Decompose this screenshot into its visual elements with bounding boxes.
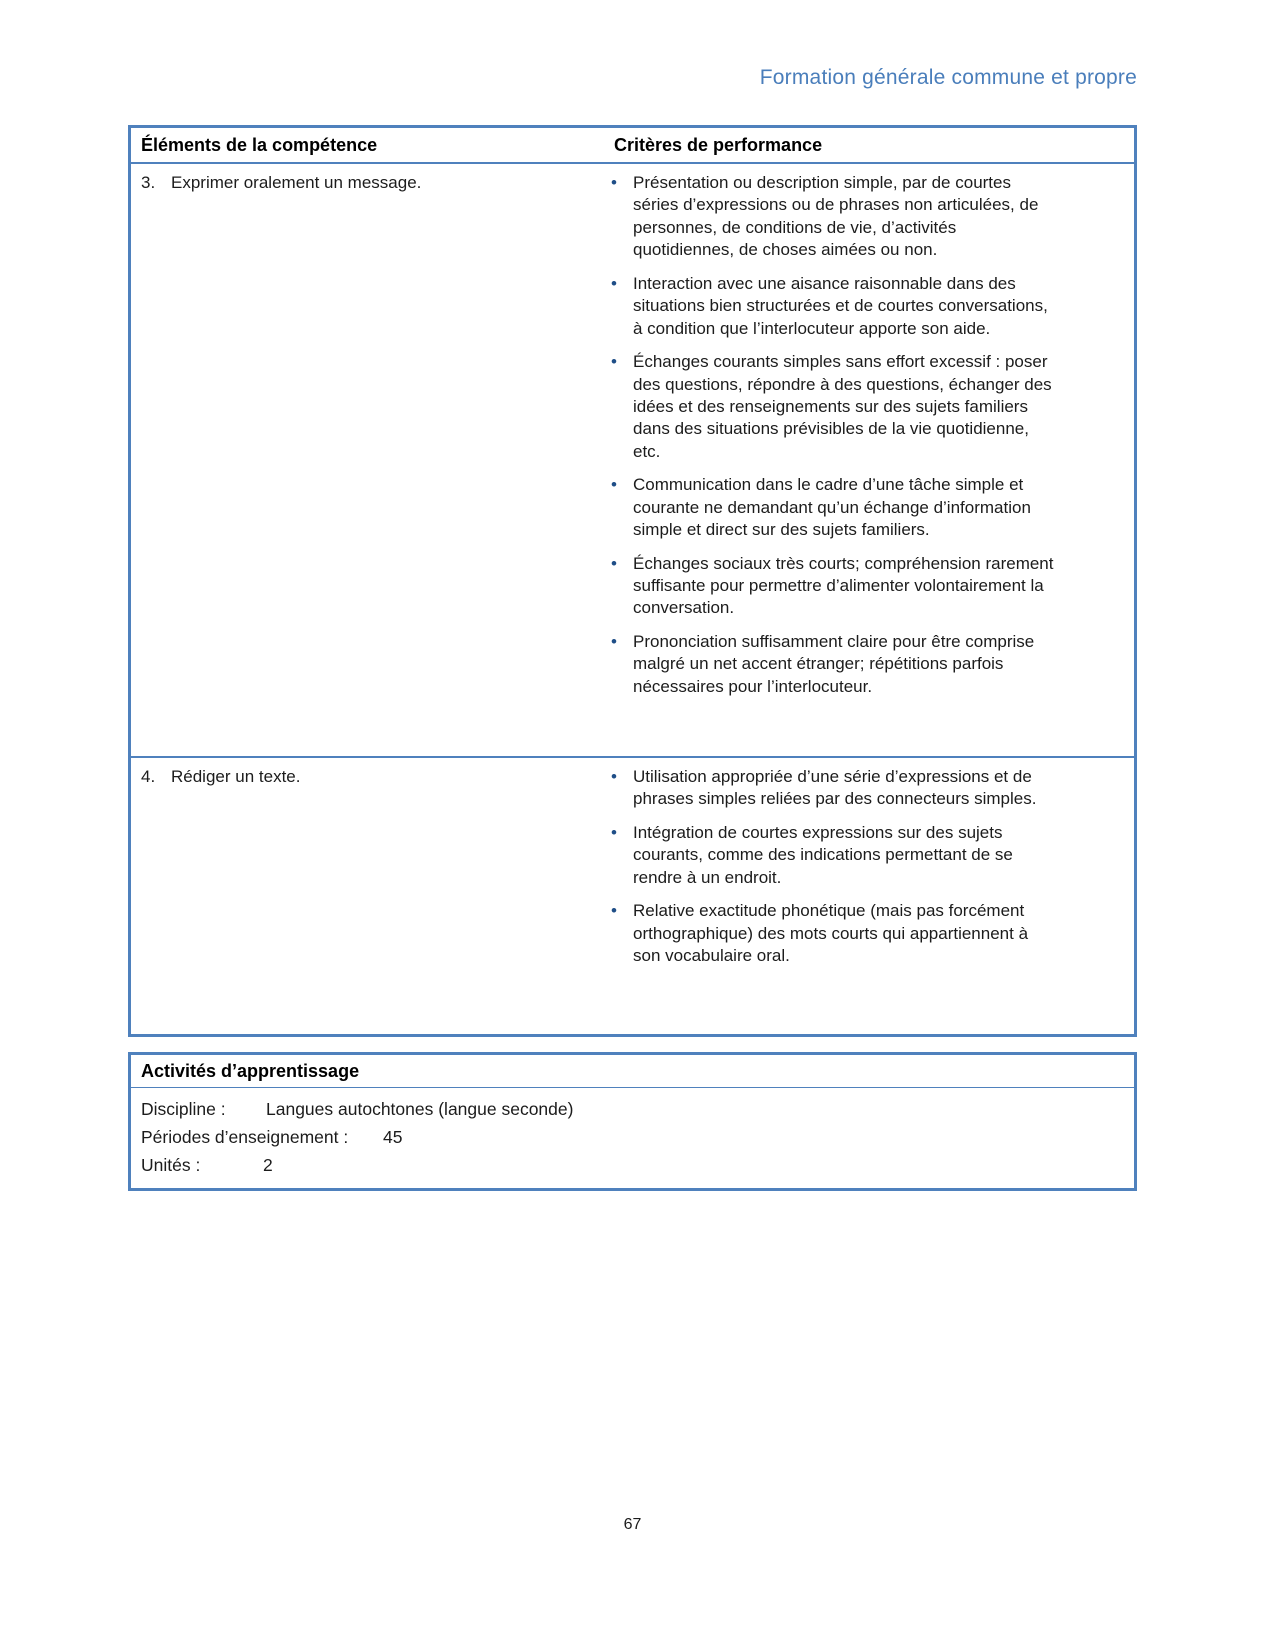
table-row-exprimer-oralement <box>131 164 1134 758</box>
criterion-item <box>604 553 1134 620</box>
criterion-item <box>604 474 1134 541</box>
activity-row-discipline <box>141 1095 1124 1123</box>
activity-row-periodes <box>141 1123 1124 1151</box>
criterion-text: Intégration de courtes expressions sur des sujets courants, comme des indications permettant de se rendre à un endroit. <box>633 822 1013 887</box>
activity-value: Langues autochtones (langue seconde) <box>266 1099 574 1119</box>
element-text: Rédiger un texte. <box>171 767 301 786</box>
criterion-text: Présentation ou description simple, par de courtes séries d’expressions ou de phrases non articulées, de personnes, de conditions de vie, d’activités quotidiennes, de choses aimées ou non. <box>633 173 1039 260</box>
criterion-item <box>604 273 1134 340</box>
criterion-item <box>604 822 1134 889</box>
element-cell <box>131 766 604 1030</box>
activity-row-unites <box>141 1151 1124 1179</box>
criteria-cell <box>604 766 1134 1030</box>
competence-table <box>128 125 1137 1037</box>
criterion-text: Relative exactitude phonétique (mais pas forcément orthographique) des mots courts qui appartiennent à son vocabulaire oral. <box>633 901 1029 966</box>
criterion-text: Échanges sociaux très courts; compréhension rarement suffisante pour permettre d’alimenter volontairement la conversation. <box>633 553 1054 618</box>
bullet-icon: • <box>611 553 617 573</box>
activity-label: Périodes d’enseignement : <box>141 1127 349 1147</box>
column-header-criteres: Critères de performance <box>614 135 823 155</box>
criterion-item <box>604 631 1134 698</box>
activity-value: 2 <box>263 1155 273 1175</box>
bullet-icon: • <box>611 767 617 786</box>
bullet-icon: • <box>611 631 617 651</box>
activities-title: Activités d’apprentissage <box>131 1055 1134 1088</box>
criterion-text: Communication dans le cadre d’une tâche simple et courante ne demandant qu’un échange d’information simple et direct sur des sujets familiers. <box>633 475 1031 540</box>
criterion-text: Interaction avec une aisance raisonnable dans des situations bien structurées et de courtes conversations, à condition que l’interlocuteur apporte son aide. <box>633 273 1048 338</box>
activity-label: Unités : <box>141 1155 201 1175</box>
activities-table <box>128 1052 1137 1191</box>
element-number: 3. <box>141 173 156 192</box>
activities-body <box>131 1088 1134 1188</box>
criteria-cell <box>604 172 1134 752</box>
bullet-icon: • <box>611 901 617 921</box>
criterion-item <box>604 172 1134 262</box>
bullet-icon: • <box>611 352 617 372</box>
column-header-elements: Éléments de la compétence <box>141 135 378 155</box>
activity-value: 45 <box>383 1127 403 1147</box>
element-cell <box>131 172 604 752</box>
element-number: 4. <box>141 767 156 786</box>
bullet-icon: • <box>611 273 617 293</box>
competence-table-header <box>131 128 1134 164</box>
page-number: 67 <box>623 1516 642 1533</box>
activity-label: Discipline : <box>141 1099 226 1119</box>
bullet-icon: • <box>611 475 617 495</box>
element-text: Exprimer oralement un message. <box>171 173 422 192</box>
criterion-item <box>604 766 1134 811</box>
bullet-icon: • <box>611 173 617 192</box>
criterion-text: Utilisation appropriée d’une série d’expressions et de phrases simples reliées par des connecteurs simples. <box>633 767 1037 809</box>
table-row-rediger-un-texte <box>131 758 1134 1034</box>
bullet-icon: • <box>611 822 617 842</box>
criterion-item <box>604 900 1134 967</box>
running-head: Formation générale commune et propre <box>759 66 1137 89</box>
criterion-text: Échanges courants simples sans effort excessif : poser des questions, répondre à des questions, échanger des idées et des renseignements sur des sujets familiers dans des situations prévisibles de la vie quotidienne, etc. <box>633 352 1052 461</box>
criterion-text: Prononciation suffisamment claire pour être comprise malgré un net accent étranger; répétitions parfois nécessaires pour l’interlocuteur. <box>633 631 1035 696</box>
criterion-item <box>604 351 1134 463</box>
